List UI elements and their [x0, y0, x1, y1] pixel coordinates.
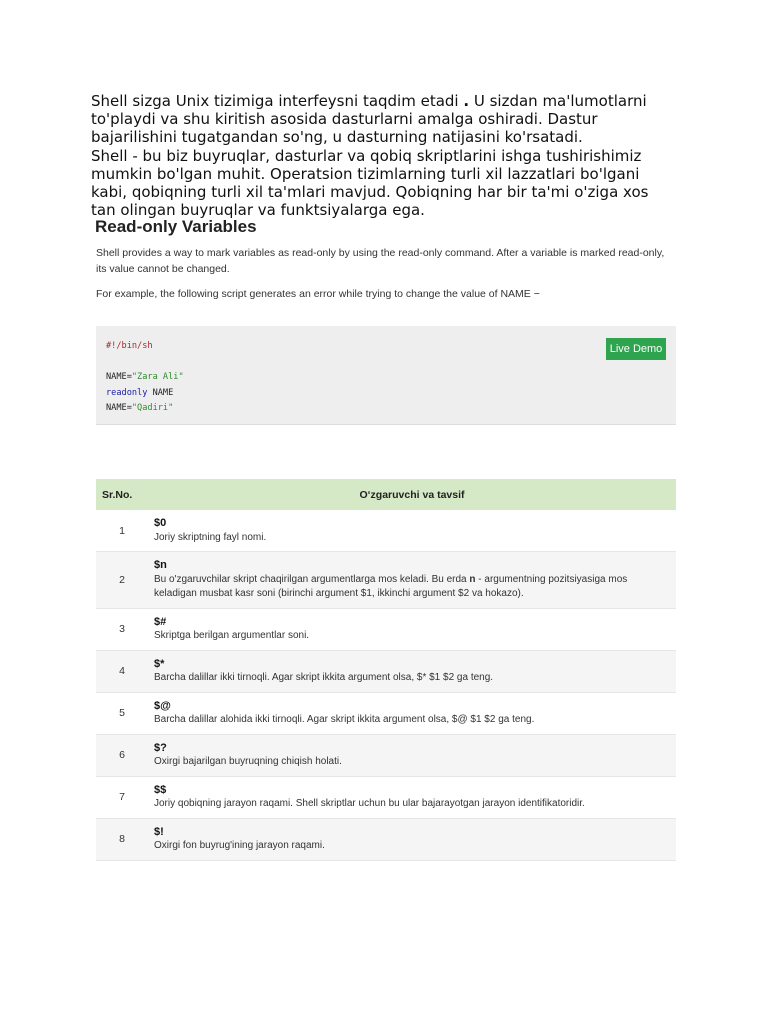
variable-name: $0 [154, 517, 167, 529]
row-description [148, 608, 676, 650]
table-row [96, 692, 676, 734]
row-number: 5 [96, 692, 148, 734]
table-row [96, 650, 676, 692]
code-line-1-var: NAME= [106, 372, 132, 382]
variable-name: $? [154, 741, 167, 754]
intro-text-b: U sizdan ma'lumotlarni to'playdi va shu kiritish asosida dasturlarni amalga oshiradi. Dastur bajarilishini tugatgandan so'ng, u dasturning natijasini ko'rsatadi. [91, 92, 647, 147]
variable-description: Oxirgi fon buyrug'ining jarayon raqami. [154, 840, 325, 851]
variable-name: $# [154, 615, 167, 628]
intro-text-a: Shell sizga Unix tizimiga interfeysni taqdim etadi [91, 92, 464, 110]
row-description [148, 552, 676, 609]
table-row [96, 552, 676, 609]
intro-dot: . [463, 92, 470, 110]
row-number: 8 [96, 818, 148, 860]
variable-name: $n [154, 559, 167, 571]
code-line-3-var: NAME= [106, 403, 132, 413]
code-line-3-value: "Qadiri" [131, 403, 174, 413]
row-description [148, 510, 676, 552]
table-header-row [96, 479, 676, 510]
variable-description: Barcha dalillar ikki tirnoqli. Agar skript ikkita argument olsa, $* $1 $2 ga teng. [154, 672, 494, 683]
variable-description-bold: n [469, 573, 476, 585]
variable-description: Oxirgi bajarilgan buyruqning chiqish holati. [154, 756, 342, 767]
header-srno: Sr.No. [96, 479, 148, 510]
variable-description: Joriy qobiqning jarayon raqami. Shell skriptlar uchun bu ular bajarayotgan jarayon identifikatoridir. [154, 798, 585, 809]
code-shebang: #!/bin/sh [106, 341, 153, 351]
row-number: 3 [96, 608, 148, 650]
variable-name: $! [154, 825, 164, 838]
header-description: O‘zgaruvchi va tavsif [148, 479, 676, 510]
table-row [96, 776, 676, 818]
intro-paragraph-1 [91, 92, 671, 147]
table-row [96, 608, 676, 650]
table-row [96, 818, 676, 860]
section-title: Read-only Variables [95, 217, 257, 236]
row-number: 2 [96, 552, 148, 609]
code-content [106, 339, 184, 417]
variable-name: $$ [154, 783, 167, 796]
variable-description: Joriy skriptning fayl nomi. [154, 531, 267, 543]
code-block [96, 326, 676, 425]
row-number: 6 [96, 734, 148, 776]
row-description [148, 818, 676, 860]
variable-description-b: - argumentning pozitsiyasiga mos keladigan musbat kasr soni (birinchi argument $1, ikkinchi argument $2 va hokazo). [154, 573, 628, 599]
variables-table [96, 479, 676, 861]
table-row [96, 510, 676, 552]
intro-text [91, 92, 671, 219]
readonly-description: Shell provides a way to mark variables as read-only by using the read-only command. After a variable is marked read-only, its value cannot be changed. [96, 247, 665, 275]
variable-name: $@ [154, 699, 171, 712]
table-row [96, 734, 676, 776]
row-description [148, 650, 676, 692]
code-line-1-value: "Zara Ali" [131, 372, 184, 382]
intro-paragraph-2: Shell - bu biz buyruqlar, dasturlar va qobiq skriptlarini ishga tushirishimiz mumkin bo'lgan muhit. Operatsion tizimlarning turli xil lazzatlari bo'lgani kabi, qobiqning turli xil ta'mlari mavjud. Qobiqning har bir ta'mi o'ziga xos tan olingan buyruqlar va funktsiyalarga ega. [91, 146, 649, 220]
variable-description-a: Bu o'zgaruvchilar skript chaqirilgan argumentlarga mos keladi. Bu erda [154, 573, 470, 585]
row-number: 7 [96, 776, 148, 818]
row-number: 1 [96, 510, 148, 552]
variable-description: Barcha dalillar alohida ikki tirnoqli. Agar skript ikkita argument olsa, $@ $1 $2 ga teng. [154, 714, 535, 725]
row-description [148, 776, 676, 818]
row-description [148, 692, 676, 734]
variable-description: Skriptga berilgan argumentlar soni. [154, 630, 310, 641]
variable-name: $* [154, 657, 165, 670]
code-line-2-keyword: readonly [106, 387, 148, 398]
code-line-2-rest: NAME [147, 387, 174, 398]
row-number: 4 [96, 650, 148, 692]
row-description [148, 734, 676, 776]
live-demo-button[interactable]: Live Demo [606, 338, 666, 360]
example-description: For example, the following script generates an error while trying to change the value of NAME − [96, 288, 540, 300]
